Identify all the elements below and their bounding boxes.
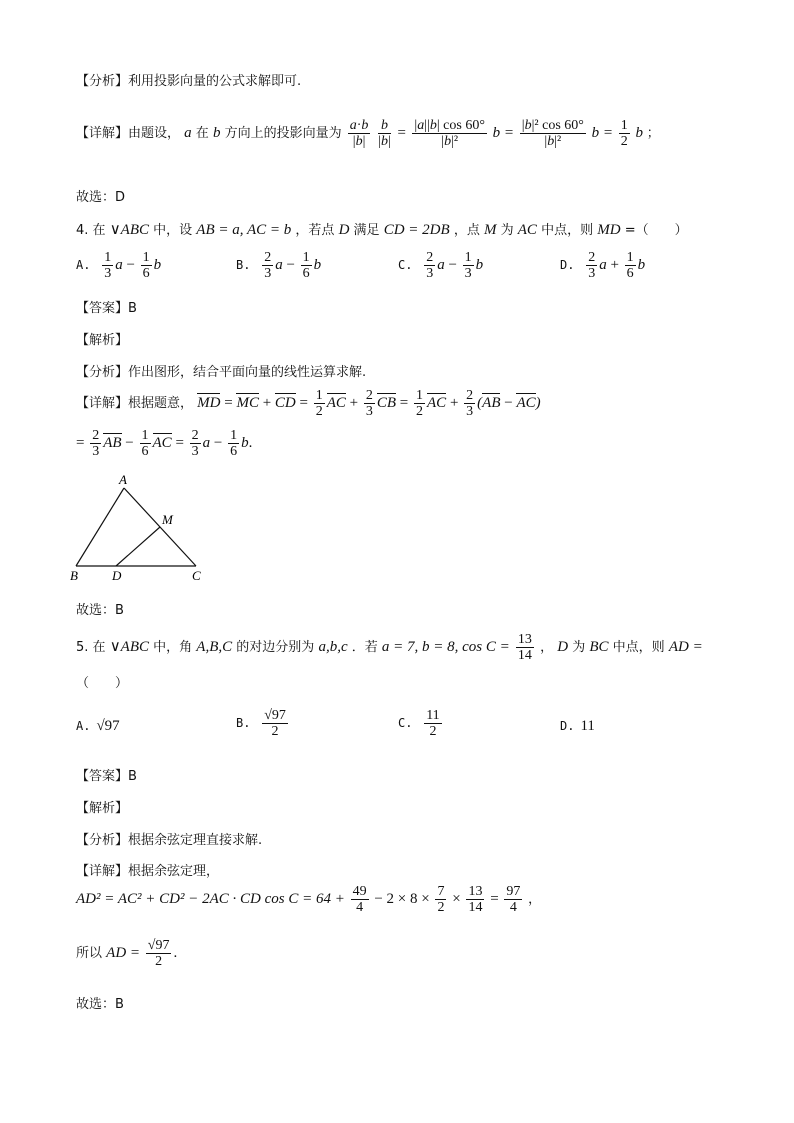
q4-option-c[interactable]: C. $\frac{2}{3}$ a − $\frac{1}{3}$ b [398, 250, 484, 281]
q4-analysis-tag: 【解析】 [76, 333, 129, 348]
q4-triangle-figure [66, 470, 216, 585]
s3-detail: 【详解】由题设， a 在 b 方向上的投影向量为 $\frac{a\cdot b}{|b|}$ $\frac{b}{|b|}$ = $\frac{|a||b| \cos 60^\circ}{\text{|b|²}}$ b = $\frac{\text{|b|² cos 60°}}{\text{|b|²}}$ b = $\frac{1}{2}$ b ； [76, 118, 660, 149]
label-b: B [70, 568, 78, 583]
q5-conclusion: 所以 AD = $\frac{√97}{2}$ . [76, 938, 178, 969]
q5-analysis: 【分析】根据余弦定理直接求解. [76, 833, 263, 848]
q5-answer: 故选：B [76, 997, 124, 1012]
q5-equation: AD² = AC² + CD² − 2AC · CD cos C = 64 + $\frac{49}{4}$ − 2 × 8 × $\frac{7}{2}$ × $\frac{13}{14}$ = $\frac{97}{4}$ ， [76, 884, 542, 915]
label-a: A [119, 472, 127, 487]
q4-stem: 4. 在 ∨ABC 中，设 AB = a, AC = b ，若点 D 满足 CD = 2DB ，点 M 为 AC 中点，则 MD =（ ） [76, 222, 688, 238]
label-c: C [192, 568, 201, 583]
s3-proj-frac: $\frac{a\cdot b}{|b|}$ [349, 118, 369, 149]
side-ab [76, 488, 124, 566]
q5-option-a[interactable]: A. √97 [76, 718, 120, 734]
label-d: D [112, 568, 122, 583]
q5-stem: 5. 在 ∨ABC 中，角 A,B,C 的对边分别为 a,b,c ．若 a = 7, b = 8, cos C = $\frac{13}{14}$ ， D 为 BC 中点，则 AD = [76, 632, 703, 663]
q5-answer-tag: 【答案】B [76, 769, 137, 784]
segment-md [116, 527, 160, 566]
s3-cos-frac-2: $\frac{\text{|b|² cos 60°}}{\text{|b|²}}$ [521, 118, 584, 149]
s3-answer: 故选：D [76, 190, 126, 205]
q4-answer-tag: 【答案】B [76, 301, 137, 316]
s3-half-frac: $\frac{1}{2}$ [620, 118, 628, 149]
s3-cos-frac-1: $\frac{|a||b| \cos 60^\circ}{\text{|b|²}}$ [414, 118, 485, 149]
q5-option-c[interactable]: C. $\frac{11}{2}$ [398, 708, 440, 739]
s3-detail-prefix: 【详解】由题设， [76, 125, 181, 141]
q5-stem-paren: （ ） [76, 676, 129, 691]
q5-analysis-tag: 【解析】 [76, 801, 129, 816]
q4-option-d[interactable]: D. $\frac{2}{3}$ a + $\frac{1}{6}$ b [560, 250, 646, 281]
q5-option-d[interactable]: D. 11 [560, 718, 595, 734]
q4-option-a[interactable]: A. $\frac{1}{3}$ a − $\frac{1}{6}$ b [76, 250, 162, 281]
q5-option-b[interactable]: B. $\frac{√97}{2}$ [236, 708, 286, 739]
s3-analysis: 【分析】利用投影向量的公式求解即可. [76, 74, 302, 89]
q4-option-b[interactable]: B. $\frac{2}{3}$ a − $\frac{1}{6}$ b [236, 250, 322, 281]
q4-analysis: 【分析】作出图形，结合平面向量的线性运算求解. [76, 365, 367, 380]
label-m: M [162, 512, 173, 527]
q5-detail: 【详解】根据余弦定理， [76, 864, 220, 879]
q4-detail-line1: 【详解】根据题意， MD = MC + CD = $\frac{1}{2}$ AC + $\frac{2}{3}$ CB = $\frac{1}{2}$ AC + $\frac{2}{3}$ (AB − AC) [76, 388, 541, 419]
q4-detail-line2: = $\frac{2}{3}$ AB − $\frac{1}{6}$ AC = $\frac{2}{3}$ a − $\frac{1}{6}$ b. [76, 428, 253, 459]
q4-answer: 故选：B [76, 603, 124, 618]
